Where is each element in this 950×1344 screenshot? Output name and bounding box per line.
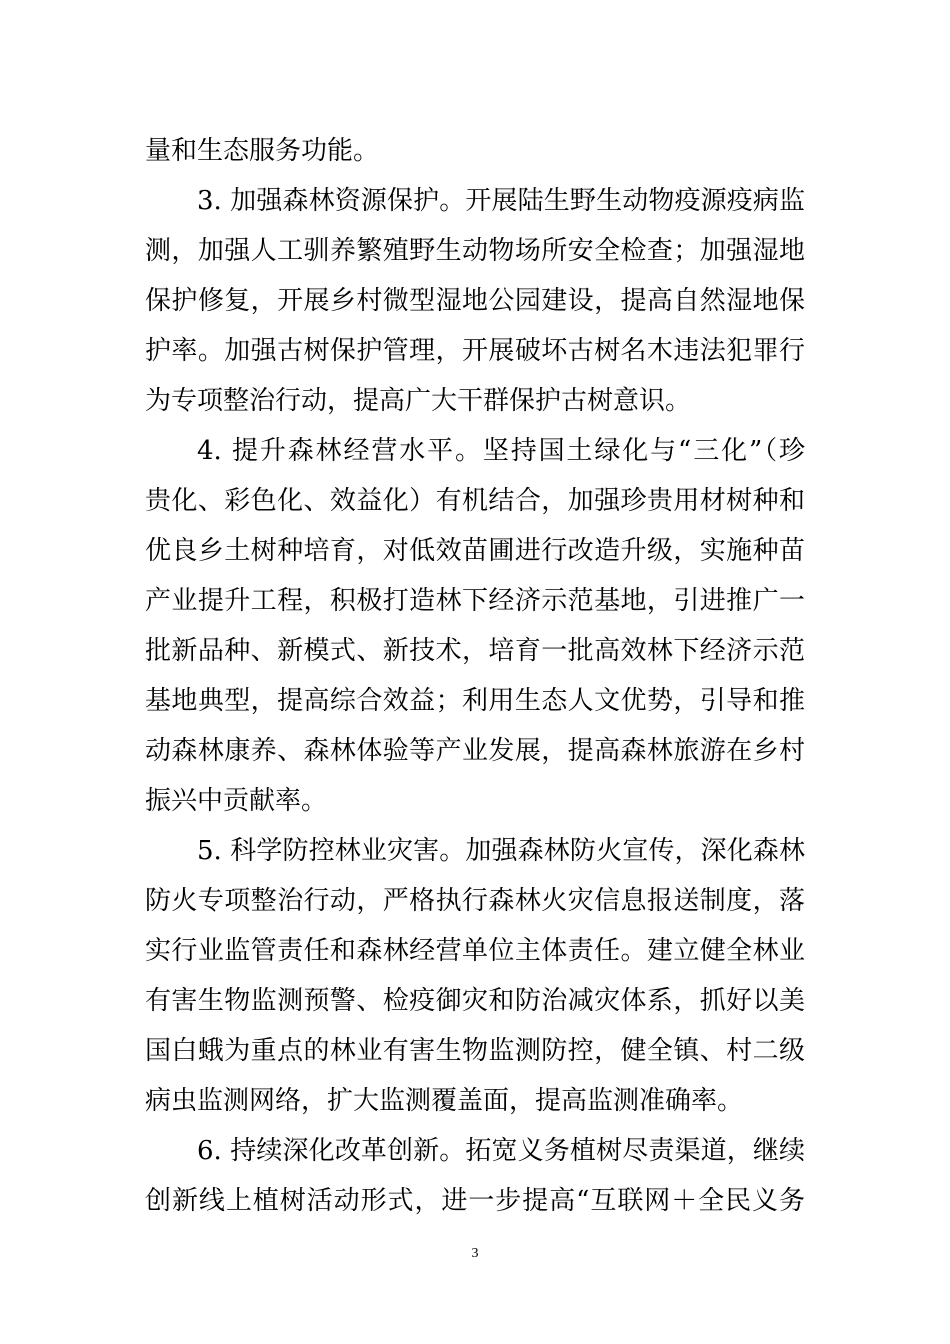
text-line: 批新品种、新模式、新技术，培育一批高效林下经济示范 bbox=[145, 636, 805, 666]
text-line: 防火专项整治行动，严格执行森林火灾信息报送制度，落 bbox=[145, 886, 805, 916]
text-line: 测，加强人工驯养繁殖野生动物场所安全检查；加强湿地 bbox=[145, 236, 805, 266]
text-line: 基地典型，提高综合效益；利用生态人文优势，引导和推 bbox=[145, 686, 805, 716]
text-line: 保护修复，开展乡村微型湿地公园建设，提高自然湿地保 bbox=[145, 286, 805, 316]
text-line: 动森林康养、森林体验等产业发展，提高森林旅游在乡村 bbox=[145, 736, 805, 766]
page-number: 3 bbox=[471, 1246, 479, 1261]
text-line: 优良乡土树种培育，对低效苗圃进行改造升级，实施种苗 bbox=[145, 536, 805, 566]
text-line: 创新线上植树活动形式，进一步提高“互联网＋全民义务 bbox=[145, 1186, 805, 1216]
text-line: 有害生物监测预警、检疫御灾和防治减灾体系，抓好以美 bbox=[145, 986, 805, 1016]
text-line: 实行业监管责任和森林经营单位主体责任。建立健全林业 bbox=[145, 936, 805, 966]
text-line: 产业提升工程，积极打造林下经济示范基地，引进推广一 bbox=[145, 586, 805, 616]
paragraph-3-heading-line: 3. 加强森林资源保护。开展陆生野生动物疫源疫病监 bbox=[197, 186, 805, 216]
paragraph-5-heading-line: 5. 科学防控林业灾害。加强森林防火宣传，深化森林 bbox=[197, 836, 805, 866]
paragraph-4-heading-line: 4. 提升森林经营水平。坚持国土绿化与“三化”（珍 bbox=[197, 436, 805, 466]
text-line: 国白蛾为重点的林业有害生物监测防控，健全镇、村二级 bbox=[145, 1036, 805, 1066]
text-line: 振兴中贡献率。 bbox=[145, 786, 328, 816]
text-line: 病虫监测网络，扩大监测覆盖面，提高监测准确率。 bbox=[145, 1086, 744, 1116]
paragraph-6-heading-line: 6. 持续深化改革创新。拓宽义务植树尽责渠道，继续 bbox=[197, 1136, 805, 1166]
text-line: 为专项整治行动，提高广大干群保护古树意识。 bbox=[145, 386, 692, 416]
text-line: 量和生态服务功能。 bbox=[145, 136, 380, 166]
text-line: 贵化、彩色化、效益化）有机结合，加强珍贵用材树种和 bbox=[145, 486, 805, 516]
text-line: 护率。加强古树保护管理，开展破坏古树名木违法犯罪行 bbox=[145, 336, 805, 366]
